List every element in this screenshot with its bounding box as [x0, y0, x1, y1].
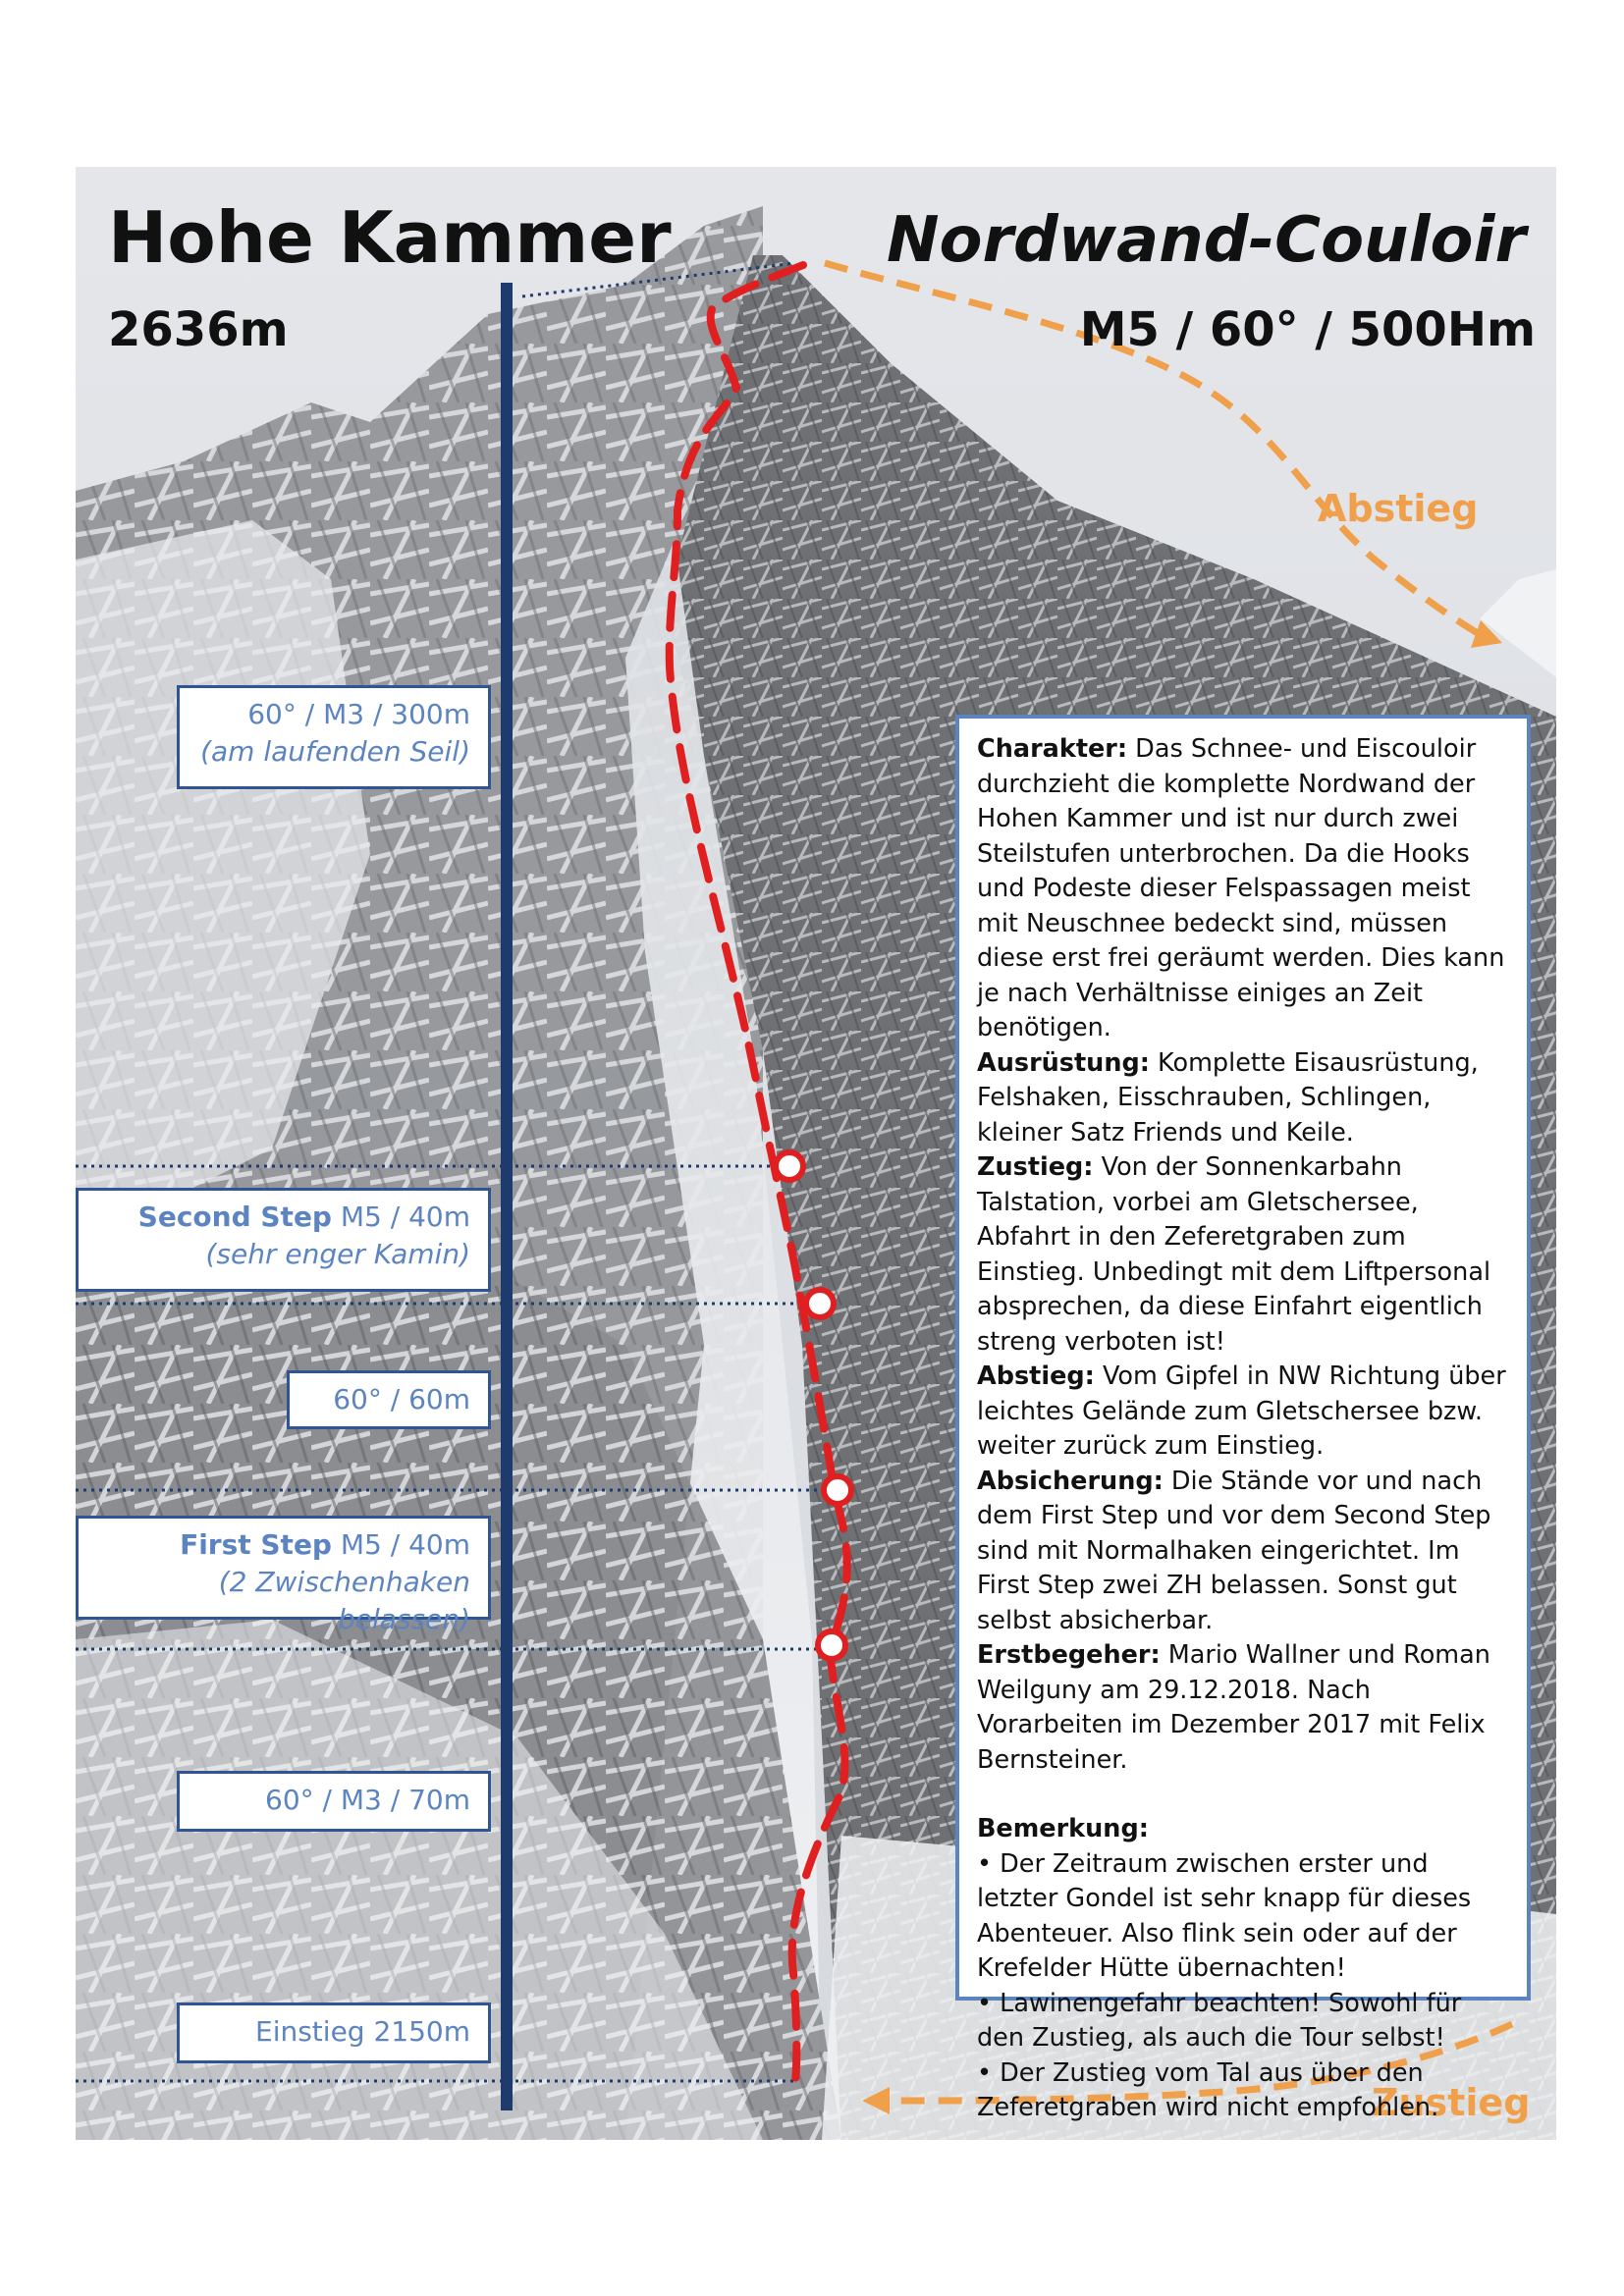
info-section [977, 732, 1509, 1046]
info-panel [955, 715, 1531, 2122]
pitch-main: 60° / M3 / 70m [265, 1784, 470, 1816]
pitch-main: M5 / 40m [331, 1201, 470, 1233]
section-text: Mario Wallner und Roman Weilguny am 29.12.2018. Nach Vorarbeiten im Dezember 2017 mit Felix Bernsteiner. [977, 1640, 1490, 1775]
pitch-box [287, 1370, 491, 1429]
info-section [977, 1360, 1509, 1465]
peak-name: Hohe Kammer [108, 196, 672, 279]
belay-station [824, 1476, 851, 1504]
belay-station [806, 1290, 834, 1317]
info-section [977, 1465, 1509, 1639]
route-grade: M5 / 60° / 500Hm [1079, 302, 1536, 357]
pitch-main: 60° / 60m [333, 1383, 470, 1415]
belay-station [818, 1631, 845, 1659]
section-title: Erstbegeher: [977, 1640, 1161, 1670]
section-title: Ausrüstung: [977, 1047, 1150, 1078]
info-section [977, 1638, 1509, 1778]
pitch-box [177, 2002, 491, 2063]
pitch-main: 60° / M3 / 300m [247, 698, 470, 730]
pitch-note: (sehr enger Kamin) [205, 1237, 470, 1270]
section-text: Von der Sonnenkarbahn Talstation, vorbei am Gletschersee, Abfahrt in den Zeferetgraben zum Einstieg. Unbedingt mit dem Liftpersonal absprechen, da diese Einfahrt eigentlich streng verboten ist! [977, 1152, 1491, 1357]
pitch-main: Einstieg 2150m [255, 2015, 470, 2048]
section-title: Zustieg: [977, 1152, 1094, 1182]
remarks-title: Bemerkung: [977, 1814, 1149, 1843]
pitch-box [76, 1516, 491, 1635]
info-section [977, 1046, 1509, 1151]
remark-item: • Lawinengefahr beachten! Sowohl für den Zustieg, als auch die Tour selbst! [977, 1988, 1462, 2053]
section-text: Vom Gipfel in NW Richtung über leichtes Gelände zum Gletschersee bzw. weiter zurück zum Einstieg. [977, 1362, 1506, 1461]
route-line [670, 265, 847, 2081]
info-section [977, 1150, 1509, 1360]
section-title: Absicherung: [977, 1466, 1164, 1496]
pitch-box [177, 1771, 491, 1832]
remark-item: • Der Zustieg vom Tal aus über den Zeferetgraben wird nicht empfohlen. [977, 2057, 1439, 2122]
section-text: Das Schnee- und Eiscouloir durchzieht die komplette Nordwand der Hohen Kammer und ist nur durch zwei Steilstufen unterbrochen. Da die Hooks und Podeste dieser Felspassagen meist mit Neuschnee bedeckt sind, müssen diese erst frei geräumt werden. Dies kann je nach Verhältnisse einiges an Zeit benötigen. [977, 734, 1505, 1042]
approach-arrowhead [862, 2087, 890, 2114]
pitch-note: (2 Zwischenhaken belassen) [218, 1565, 470, 1635]
section-text: Die Stände vor und nach dem First Step und vor dem Second Step sind mit Normalhaken eingerichtet. Im First Step zwei ZH belassen. Sonst gut selbst absicherbar. [977, 1466, 1491, 1635]
pitch-box [177, 685, 491, 789]
descent-label: Abstieg [1318, 487, 1479, 530]
section-text: Komplette Eisausrüstung, Felshaken, Eisschrauben, Schlingen, kleiner Satz Friends und Keile. [977, 1047, 1479, 1148]
pitch-box [76, 1188, 491, 1292]
altitude-bar [501, 283, 513, 2110]
pitch-name: Second Step [137, 1201, 332, 1233]
route-name: Nordwand-Couloir [886, 204, 1526, 277]
pitch-note: (am laufenden Seil) [200, 734, 470, 768]
section-title: Abstieg: [977, 1362, 1095, 1391]
pitch-name: First Step [180, 1528, 332, 1561]
belay-station [776, 1152, 803, 1180]
pitch-main: M5 / 40m [331, 1528, 470, 1561]
peak-altitude: 2636m [108, 302, 289, 357]
approach-label: Zustieg [1372, 2081, 1531, 2124]
section-title: Charakter: [977, 734, 1128, 764]
remark-item: • Der Zeitraum zwischen erster und letzter Gondel ist sehr knapp für dieses Abenteuer. Also flink sein oder auf der Krefelder Hütte übernachten! [977, 1848, 1472, 1983]
